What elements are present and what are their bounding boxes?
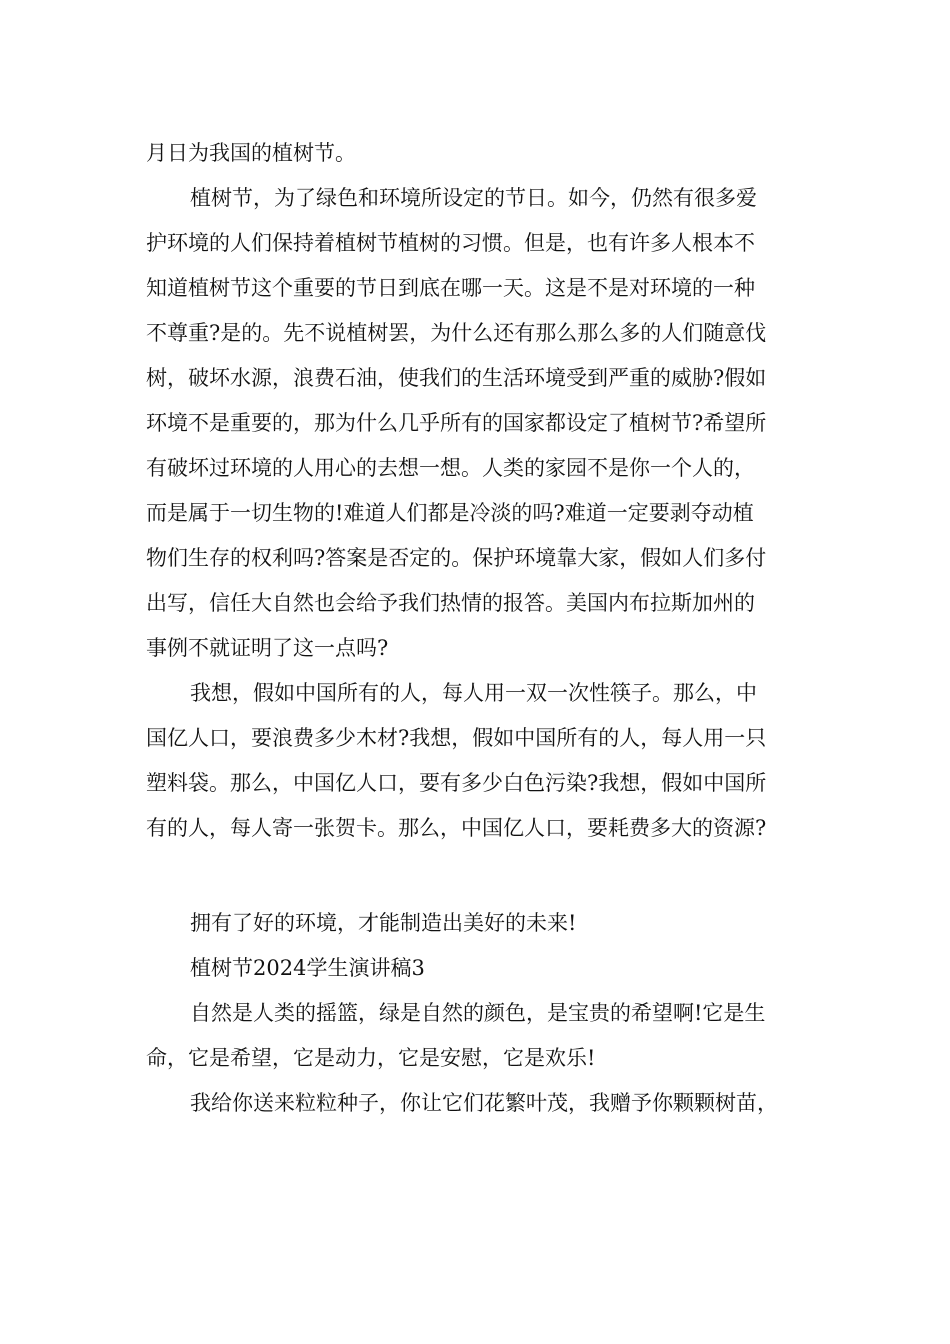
paragraph-arbor-day-meaning (146, 176, 826, 671)
paragraph-nature-cradle (146, 991, 826, 1081)
text-line: 国亿人口，要浪费多少木材?我想，假如中国所有的人，每人用一只 (146, 726, 767, 750)
paragraph-i-think (146, 671, 826, 851)
text-line: 塑料袋。那么，中国亿人口，要有多少白色污染?我想，假如中国所 (146, 771, 767, 795)
text-line: 我给你送来粒粒种子，你让它们花繁叶茂，我赠予你颗颗树苗， (190, 1091, 778, 1115)
text-line: 月日为我国的植树节。 (146, 141, 356, 165)
text-line: 植树节，为了绿色和环境所设定的节日。如今，仍然有很多爱 (190, 186, 757, 210)
text-line: 环境不是重要的，那为什么几乎所有的国家都设定了植树节?希望所 (146, 411, 767, 435)
text-line: 护环境的人们保持着植树节植树的习惯。但是，也有许多人根本不 (146, 231, 755, 255)
text-line: 命，它是希望，它是动力，它是安慰，它是欢乐! (146, 1046, 596, 1070)
text-line: 拥有了好的环境，才能制造出美好的未来! (190, 911, 577, 935)
text-line: 而是属于一切生物的!难道人们都是冷淡的吗?难道一定要剥夺动植 (146, 501, 754, 525)
text-line: 我想，假如中国所有的人，每人用一双一次性筷子。那么，中 (190, 681, 757, 705)
text-line: 有的人，每人寄一张贺卡。那么，中国亿人口，要耗费多大的资源? (146, 816, 767, 840)
text-line: 事例不就证明了这一点吗? (146, 636, 389, 660)
text-line: 出写，信任大自然也会给予我们热情的报答。美国内布拉斯加州的 (146, 591, 755, 615)
paragraph-seeds (146, 1081, 826, 1126)
paragraph-good-environment (146, 901, 826, 946)
section-heading (146, 946, 826, 991)
document-body (146, 131, 826, 1126)
paragraph-spacer (146, 851, 826, 901)
text-line: 有破坏过环境的人用心的去想一想。人类的家园不是你一个人的， (146, 456, 755, 480)
text-line: 物们生存的权利吗?答案是否定的。保护环境靠大家，假如人们多付 (146, 546, 767, 570)
text-line: 不尊重?是的。先不说植树罢，为什么还有那么那么多的人们随意伐 (146, 321, 767, 345)
text-line: 自然是人类的摇篮，绿是自然的颜色，是宝贵的希望啊!它是生 (190, 1001, 766, 1025)
paragraph-continuation (146, 131, 826, 176)
text-line: 知道植树节这个重要的节日到底在哪一天。这是不是对环境的一种 (146, 276, 755, 300)
speech-title: 植树节2024学生演讲稿3 (190, 956, 425, 980)
text-line: 树，破坏水源，浪费石油，使我们的生活环境受到严重的威胁?假如 (146, 366, 767, 390)
